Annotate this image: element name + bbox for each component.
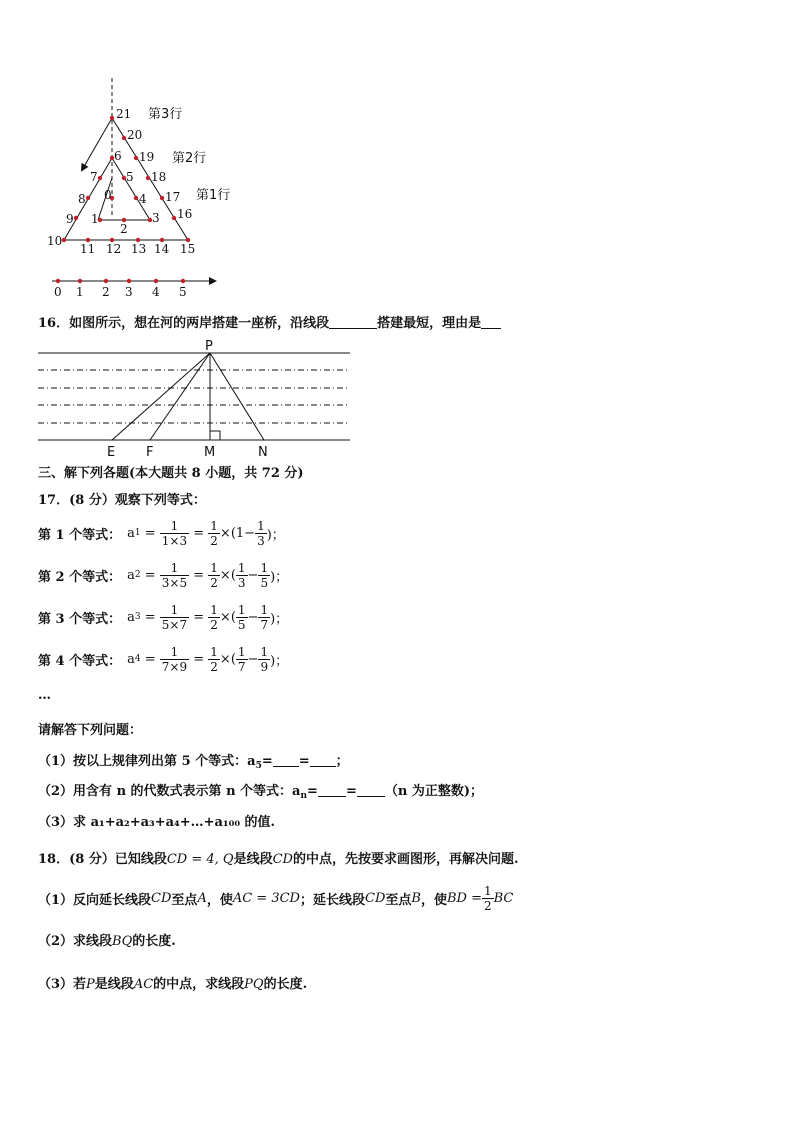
q17-equation-row [38, 557, 288, 593]
equation-part: )； [270, 611, 289, 627]
equation-part: ×( [219, 651, 236, 667]
equation-part: a [127, 525, 135, 541]
equation-part: 1 [237, 602, 246, 617]
equation-part: 第 1 个等式： [38, 527, 122, 543]
equation-part: 第 2 个等式： [38, 569, 122, 585]
equation-part: 5 [260, 575, 269, 590]
equation-part: = [140, 609, 160, 625]
equation-part: = [189, 525, 209, 541]
tick-5: 5 [179, 285, 187, 299]
equation-part: 7 [260, 617, 269, 632]
fraction-lhs [160, 645, 189, 674]
equation-part: )； [270, 569, 289, 585]
label-6: 6 [114, 149, 122, 163]
equation-part: − [247, 609, 259, 625]
q17-sub3: （3）求 a₁+a₂+a₃+a₄+…+a₁₀₀ 的值. [38, 815, 276, 830]
fraction-first [236, 603, 248, 632]
equation-part: 3 [257, 533, 265, 548]
q17-equation-row [38, 641, 288, 677]
point-P: P [205, 339, 213, 354]
label-17: 17 [165, 190, 181, 204]
label-7: 7 [90, 170, 98, 184]
fraction-first [236, 561, 248, 590]
fraction-second [255, 519, 267, 548]
label-12: 12 [106, 242, 122, 256]
equation-part: ×( [219, 567, 236, 583]
q17-sub1-blank-1[interactable] [273, 766, 299, 767]
label-15: 15 [180, 242, 196, 256]
q18-sub3: （3）若P是线段AC的中点，求线段PQ的长度. [38, 977, 308, 992]
q17-sub2: （2）用含有 n 的代数式表示第 n 个等式：$a_n= = (n$ 为正整数)； [38, 784, 483, 801]
q17-equation-row [38, 599, 288, 635]
equation-part: − [247, 567, 259, 583]
point-E: E [107, 445, 116, 460]
tick-3: 3 [125, 285, 133, 299]
q17-sub2-blank-1[interactable] [318, 796, 346, 797]
equation-part: 3 [237, 575, 246, 590]
equation-part: 7×9 [161, 659, 188, 674]
fraction-lhs [160, 603, 189, 632]
q18-title: 18．(8 分）已知线段CD = 4, Q是线段CD的中点，先按要求画图形，再解决问题. [38, 852, 519, 867]
q17-title: 17．(8 分）观察下列等式： [38, 493, 206, 508]
q16-text: 16．如图所示，想在河的两岸搭建一座桥，沿线段 搭建最短，理由是 [38, 312, 501, 331]
label-4: 4 [139, 192, 147, 206]
label-5: 5 [126, 170, 134, 184]
fraction-half [208, 519, 220, 548]
fraction-first [236, 645, 248, 674]
equation-part: 3 [134, 612, 141, 622]
q17-sub1: （1）按以上规律列出第 5 个等式：$a_5=$ = ； [38, 754, 349, 771]
equation-part: 1×3 [161, 533, 188, 548]
label-14: 14 [154, 242, 170, 256]
tick-0: 0 [54, 285, 62, 299]
label-13: 13 [131, 242, 147, 256]
fraction-lhs [160, 519, 189, 548]
equation-part: − [247, 651, 259, 667]
equation-part: = [140, 567, 160, 583]
label-11: 11 [80, 242, 96, 256]
equation-part: = [140, 525, 160, 541]
q17-ellipsis: … [38, 688, 51, 703]
tick-4: 4 [152, 285, 160, 299]
equation-part: 5×7 [161, 617, 188, 632]
label-16: 16 [177, 207, 193, 221]
equation-part: = [189, 651, 209, 667]
equation-part: 2 [210, 533, 218, 548]
river-bridge-figure [0, 0, 794, 470]
row-2-label: 第2行 [172, 151, 207, 166]
tick-1: 1 [76, 285, 84, 299]
equation-part: 1 [260, 602, 269, 617]
equation-part: 2 [210, 659, 218, 674]
fraction-second [258, 603, 270, 632]
fraction-half [208, 603, 220, 632]
label-3: 3 [152, 211, 160, 225]
fraction-half [208, 645, 220, 674]
equation-part: 4 [134, 654, 141, 664]
point-M: M [204, 445, 216, 460]
equation-part: 1 [210, 560, 218, 575]
equation-part: 2 [210, 575, 218, 590]
label-8: 8 [78, 192, 86, 206]
equation-part: 1 [237, 560, 246, 575]
q17-sub2-blank-2[interactable] [357, 796, 385, 797]
equation-part: 2 [134, 570, 141, 580]
tick-2: 2 [102, 285, 110, 299]
point-F: F [146, 445, 154, 460]
equation-part: = [140, 651, 160, 667]
q18-fraction-half: $\frac{1}{2}$ [483, 883, 492, 913]
equation-part: )； [266, 527, 285, 543]
equation-part: = [189, 567, 209, 583]
label-1: 1 [91, 212, 99, 226]
equation-part: 1 [160, 519, 189, 534]
q17-prompt: 请解答下列问题： [38, 723, 143, 738]
equation-part: ×(1− [219, 525, 256, 541]
equation-part: a [127, 609, 135, 625]
equation-part: 1 [134, 528, 141, 538]
q17-equation-row [38, 515, 285, 551]
equation-part: 3×5 [161, 575, 188, 590]
equation-part: 1 [237, 644, 246, 659]
label-21: 21 [116, 107, 132, 121]
equation-part: 1 [210, 644, 218, 659]
equation-part: 1 [210, 518, 218, 533]
label-10: 10 [47, 234, 63, 248]
equation-part: ×( [219, 609, 236, 625]
equation-part: 7 [237, 659, 246, 674]
section-3-heading: 三、解下列各题(本大题共 8 小题，共 72 分) [38, 466, 304, 481]
equation-part: 2 [210, 617, 218, 632]
q17-sub1-blank-2[interactable] [310, 766, 336, 767]
equation-part: 1 [160, 603, 189, 618]
fraction-half [208, 561, 220, 590]
label-20: 20 [127, 128, 143, 142]
label-19: 19 [139, 150, 155, 164]
fraction-second [258, 561, 270, 590]
equation-part: 1 [160, 645, 189, 660]
equation-part: 9 [260, 659, 269, 674]
equation-part: a [127, 567, 135, 583]
fraction-second [258, 645, 270, 674]
fraction-lhs [160, 561, 189, 590]
equation-part: )； [270, 653, 289, 669]
equation-part: 5 [237, 617, 246, 632]
equation-part: 1 [260, 560, 269, 575]
row-1-label: 第1行 [196, 188, 231, 203]
label-9: 9 [66, 212, 74, 226]
point-N: N [258, 445, 268, 460]
equation-part: 1 [160, 561, 189, 576]
equation-part: 1 [210, 602, 218, 617]
equation-part: 1 [257, 518, 265, 533]
q18-sub1: （1）反向延长线段 CD 至点 A ，使 AC = 3CD ；延长线段 CD 至点 B ，使 BD = $\frac{1}{2}$ BC [38, 883, 514, 913]
label-2: 2 [120, 222, 128, 236]
label-18: 18 [151, 170, 167, 184]
q18-sub2: （2）求线段BQ的长度. [38, 934, 176, 949]
equation-part: a [127, 651, 135, 667]
equation-part: 第 3 个等式： [38, 611, 122, 627]
label-0: 0 [104, 188, 112, 202]
row-3-label: 第3行 [148, 107, 183, 122]
equation-part: 1 [260, 644, 269, 659]
equation-part: = [189, 609, 209, 625]
equation-part: 第 4 个等式： [38, 653, 122, 669]
